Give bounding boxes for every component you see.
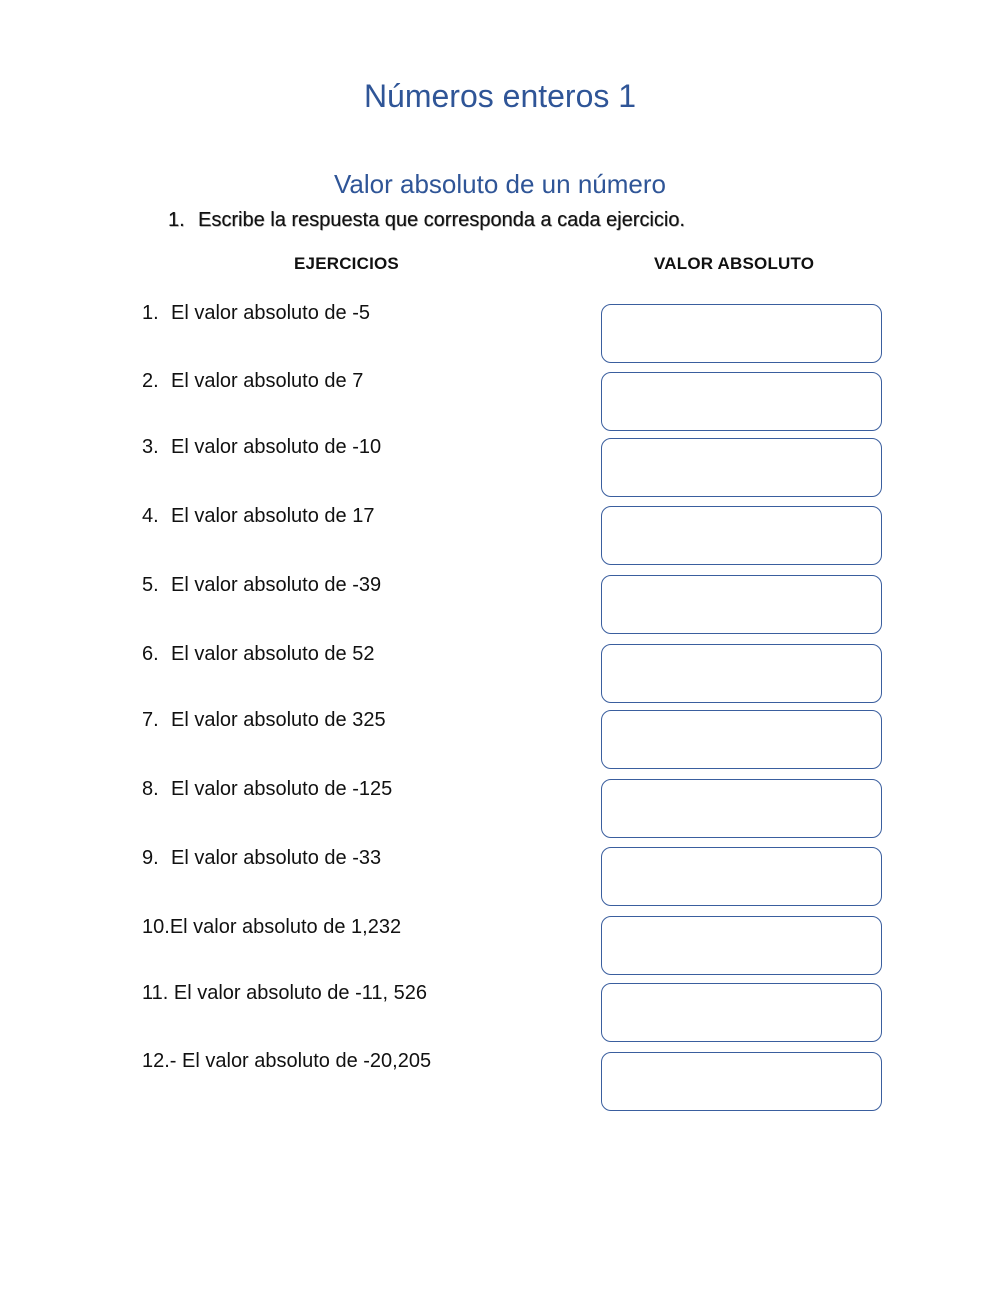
exercise-item <box>142 370 363 393</box>
exercise-item <box>142 436 381 459</box>
exercise-number: 1. <box>142 302 159 324</box>
exercise-item <box>142 847 381 870</box>
exercise-item <box>142 643 374 666</box>
exercise-text: El valor absoluto de -5 <box>171 302 371 324</box>
exercise-text: El valor absoluto de -10 <box>171 436 382 458</box>
exercise-number: 4. <box>142 505 159 527</box>
column-header-absolute-value: VALOR ABSOLUTO <box>654 254 815 273</box>
exercise-text: El valor absoluto de 17 <box>171 505 375 527</box>
answer-box-12[interactable] <box>601 1052 882 1111</box>
exercise-number: 10. <box>142 916 170 938</box>
exercise-item <box>142 1050 431 1073</box>
exercise-number: 2. <box>142 370 159 392</box>
instruction-text: Escribe la respuesta que corresponda a cada ejercicio. <box>198 209 685 231</box>
exercise-item <box>142 778 392 801</box>
exercise-text: El valor absoluto de 7 <box>171 370 364 392</box>
answer-box-8[interactable] <box>601 779 882 838</box>
exercise-number: 9. <box>142 847 159 869</box>
exercise-text: El valor absoluto de -33 <box>171 847 382 869</box>
answer-box-6[interactable] <box>601 644 882 703</box>
exercise-number: 5. <box>142 574 159 596</box>
exercise-text: El valor absoluto de 325 <box>171 709 386 731</box>
exercise-text: El valor absoluto de 52 <box>171 643 375 665</box>
exercise-number: 8. <box>142 778 159 800</box>
instruction <box>168 209 685 232</box>
section-subtitle: Valor absoluto de un número <box>334 169 666 199</box>
exercise-item <box>142 709 386 732</box>
answer-box-11[interactable] <box>601 983 882 1042</box>
exercise-number: 7. <box>142 709 159 731</box>
answer-box-5[interactable] <box>601 575 882 634</box>
page-title: Números enteros 1 <box>363 78 637 114</box>
answer-box-1[interactable] <box>601 304 882 363</box>
exercise-text: El valor absoluto de -125 <box>171 778 393 800</box>
exercise-number: 11. <box>142 982 174 1004</box>
exercise-number: 12.- <box>142 1050 183 1072</box>
answer-box-3[interactable] <box>601 438 882 497</box>
instruction-number: 1. <box>168 209 185 231</box>
exercise-number: 6. <box>142 643 159 665</box>
exercise-item <box>142 574 381 597</box>
exercise-text: El valor absoluto de -11, 526 <box>173 982 427 1004</box>
exercise-text: El valor absoluto de -39 <box>171 574 382 596</box>
exercise-item <box>142 505 374 528</box>
answer-box-2[interactable] <box>601 372 882 431</box>
answer-box-10[interactable] <box>601 916 882 975</box>
answer-box-7[interactable] <box>601 710 882 769</box>
column-header-exercises: EJERCICIOS <box>294 254 399 273</box>
answer-box-4[interactable] <box>601 506 882 565</box>
exercise-item <box>142 982 427 1005</box>
exercise-number: 3. <box>142 436 159 458</box>
answer-box-9[interactable] <box>601 847 882 906</box>
exercise-text: El valor absoluto de -20,205 <box>182 1050 432 1072</box>
exercise-item <box>142 916 401 939</box>
exercise-text: El valor absoluto de 1,232 <box>169 916 402 938</box>
exercise-item <box>142 302 370 325</box>
